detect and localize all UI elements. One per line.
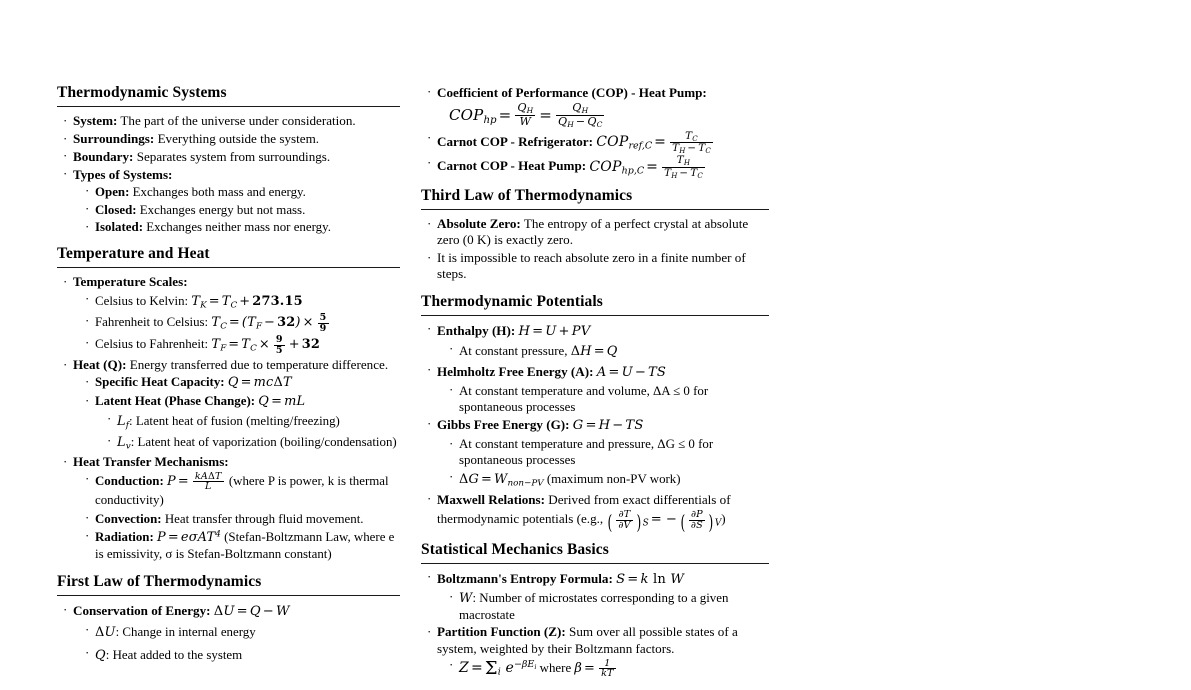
- item-text: Celsius to Fahrenheit:: [95, 337, 209, 352]
- bullet-glyph: ·: [427, 490, 432, 506]
- bullet-glyph: ·: [63, 148, 68, 164]
- item-text: : Number of microstates corresponding to a given macrostate: [459, 590, 729, 622]
- item-label: Carnot COP - Heat Pump:: [437, 158, 587, 174]
- list-item: [107, 412, 400, 432]
- item-label: Carnot COP - Refrigerator:: [437, 133, 593, 149]
- bullet-glyph: ·: [85, 510, 90, 526]
- item-text: At constant temperature and volume, ΔA ≤ 0 for spontaneous processes: [459, 383, 709, 414]
- formula-fahrenheit-to-celsius: $T_C = (T_F - 32)$ × $\frac{5}{9}$: [211, 312, 327, 334]
- item-text: (where P is power, k is thermal conductivity): [95, 473, 389, 508]
- item-text: (Stefan-Boltzmann Law, where e is emissivity, σ is Stefan-Boltzmann constant): [95, 529, 395, 562]
- item-label: Absolute Zero:: [437, 216, 521, 232]
- bullet-glyph: ·: [449, 382, 454, 398]
- item-label: System:: [73, 113, 118, 129]
- bullet-glyph: ·: [85, 218, 90, 234]
- bullet-glyph: ·: [427, 362, 432, 378]
- item-label: Isolated:: [95, 220, 143, 235]
- item-label: Conservation of Energy:: [73, 603, 211, 619]
- list-item: [449, 590, 769, 623]
- section-thermodynamic-systems: [57, 84, 400, 235]
- heading-rule: [57, 267, 400, 268]
- item-label: Surroundings:: [73, 131, 155, 147]
- heading-rule: [421, 563, 769, 564]
- heading-rule: [421, 315, 769, 316]
- bullet-glyph: ·: [63, 601, 68, 617]
- list-item: [85, 335, 400, 355]
- bullet-glyph: ·: [449, 657, 454, 673]
- list-item: [63, 149, 400, 165]
- bullet-glyph: ·: [427, 569, 432, 585]
- item-label: Coefficient of Performance (COP) - Heat Pump:: [437, 85, 707, 100]
- bullet-glyph: ·: [85, 312, 90, 328]
- bullet-glyph: ·: [85, 373, 90, 389]
- list-item: [85, 622, 400, 644]
- heading-rule: [57, 595, 400, 596]
- list-item: [85, 202, 400, 218]
- formula-boltzmann-entropy: S = k ln W: [616, 571, 684, 587]
- list-item: [449, 383, 769, 415]
- bullet-glyph: ·: [427, 321, 432, 337]
- bullet-glyph: ·: [63, 453, 68, 469]
- heading-rule: [57, 106, 400, 107]
- list-item: [427, 131, 769, 154]
- formula-celsius-to-fahrenheit: $T_F = T_C$ × $\frac{9}{5}$ + 32: [211, 334, 321, 356]
- list-item: [427, 322, 769, 361]
- heading-rule: [421, 209, 769, 210]
- section-cop-continued: [421, 84, 769, 179]
- bullet-glyph: ·: [85, 528, 90, 543]
- formula-specific-heat: Q = mcΔT: [227, 375, 292, 391]
- list-item: [63, 454, 400, 563]
- bullet-glyph: ·: [449, 469, 454, 485]
- formula-conduction: P = $\frac{\text{kAΔT}}{L}$: [167, 470, 222, 493]
- formula-carnot-cop-heat-pump: $COP_{hp,C}$ = $\frac{T_H}{T_H - T_C}$: [589, 154, 703, 180]
- bullet-glyph: ·: [63, 166, 68, 182]
- bullet-glyph: ·: [85, 201, 90, 217]
- list-item: [85, 511, 400, 527]
- item-label: Maxwell Relations:: [437, 492, 546, 508]
- item-text: Celsius to Kelvin:: [95, 293, 189, 308]
- bullet-sublist: [85, 472, 400, 563]
- bullet-sublist: [449, 383, 769, 415]
- list-item: [427, 570, 769, 623]
- section-heading: First Law of Thermodynamics: [57, 573, 262, 591]
- list-item: [427, 416, 769, 490]
- section-heading: Statistical Mechanics Basics: [421, 540, 609, 558]
- item-text: The entropy of a perfect crystal at absolute zero (0 K) is exactly zero.: [437, 216, 749, 248]
- bullet-glyph: ·: [85, 471, 90, 487]
- item-text: It is impossible to reach absolute zero in a finite number of steps.: [437, 250, 746, 282]
- item-text: The part of the universe under consideration.: [120, 113, 356, 129]
- bullet-glyph: ·: [85, 334, 90, 350]
- item-label: Gibbs Free Energy (G):: [437, 417, 570, 433]
- section-statistical-mechanics: [421, 541, 769, 680]
- bullet-glyph: ·: [85, 392, 90, 408]
- bullet-glyph: ·: [63, 273, 68, 289]
- symbol-latent-heat-fusion: $L_f$: [117, 413, 130, 431]
- list-item: [63, 167, 400, 235]
- item-label: Heat Transfer Mechanisms:: [73, 454, 229, 470]
- list-item: [63, 357, 400, 453]
- list-item: [85, 184, 400, 200]
- list-item: [449, 342, 769, 362]
- list-item: [85, 292, 400, 312]
- bullet-sublist: [85, 374, 400, 453]
- item-text: : Latent heat of vaporization (boiling/condensation): [130, 435, 397, 450]
- bullet-glyph: ·: [107, 411, 112, 427]
- symbol-q: Q: [95, 648, 106, 664]
- bullet-glyph: ·: [63, 356, 68, 372]
- item-text: Heat transfer through fluid movement.: [164, 511, 364, 526]
- item-label: Closed:: [95, 202, 137, 217]
- list-item: [427, 363, 769, 415]
- list-item: [427, 84, 769, 129]
- bullet-list: [427, 216, 769, 283]
- list-item: [85, 393, 400, 452]
- list-item: [63, 113, 400, 129]
- item-label: Radiation:: [95, 529, 154, 544]
- bullet-list: [63, 113, 400, 235]
- item-label: Convection:: [95, 511, 162, 526]
- list-item: [427, 250, 769, 283]
- bullet-glyph: ·: [427, 130, 432, 146]
- bullet-sublist: [85, 184, 400, 235]
- symbol-delta-u: ΔU: [95, 625, 116, 641]
- item-label: Partition Function (Z):: [437, 624, 566, 640]
- section-temperature-and-heat: [57, 245, 400, 563]
- list-item: [85, 219, 400, 235]
- item-label: Latent Heat (Phase Change):: [95, 394, 256, 409]
- formula-delta-g-work: $\Delta G = W_{non-PV}$: [459, 471, 544, 489]
- formula-helmholtz: A = U − TS: [596, 364, 667, 380]
- section-thermodynamic-potentials: [421, 292, 769, 534]
- formula-radiation: P = eσAT$^4$: [156, 529, 221, 545]
- list-item: [85, 374, 400, 392]
- list-item: [449, 470, 769, 490]
- bullet-list: [427, 84, 769, 179]
- formula-beta: β = $\frac{1}{kT}$: [574, 657, 614, 680]
- formula-delta-h: ΔH = Q: [570, 343, 618, 359]
- formula-gibbs: G = H − TS: [572, 418, 644, 434]
- item-label: Types of Systems:: [73, 166, 173, 182]
- item-label: Helmholtz Free Energy (A):: [437, 363, 594, 379]
- item-text: : Latent heat of fusion (melting/freezing): [129, 413, 340, 428]
- list-item: [427, 216, 769, 249]
- bullet-sublist: [449, 658, 769, 680]
- list-item: [63, 602, 400, 667]
- item-label: Boundary:: [73, 148, 134, 164]
- section-third-law: [421, 187, 769, 283]
- item-text: : Change in internal energy: [115, 625, 256, 640]
- section-heading: Thermodynamic Potentials: [421, 292, 603, 310]
- symbol-latent-heat-vaporization: $L_v$: [117, 435, 131, 452]
- list-item: [63, 274, 400, 355]
- list-item: [85, 313, 400, 333]
- item-text: (maximum non-PV work): [546, 471, 681, 486]
- item-label: Specific Heat Capacity:: [95, 375, 225, 390]
- formula-latent-heat: Q = mL: [258, 394, 306, 410]
- bullet-sublist: [85, 292, 400, 356]
- item-text: Sum over all possible states of a system, weighted by their Boltzmann factors.: [437, 624, 738, 656]
- bullet-glyph: ·: [449, 589, 454, 605]
- item-text: At constant temperature and pressure, ΔG ≤ 0 for spontaneous processes: [459, 437, 714, 468]
- bullet-glyph: ·: [427, 415, 432, 431]
- formula-enthalpy: H = U + PV: [518, 323, 591, 339]
- bullet-glyph: ·: [63, 130, 68, 146]
- bullet-sublist: [107, 412, 400, 453]
- bullet-list: [427, 321, 769, 534]
- formula-carnot-cop-refrigerator: $COP_{ref,C}$ = $\frac{T_C}{T_H - T_C}$: [596, 129, 711, 155]
- bullet-glyph: ·: [85, 291, 90, 307]
- bullet-glyph: ·: [449, 341, 454, 357]
- formula-first-law: ΔU = Q − W: [213, 604, 290, 620]
- list-item: [85, 645, 400, 667]
- bullet-list: [63, 602, 400, 667]
- formula-celsius-to-kelvin: $T_K = T_C + 273.15$: [191, 293, 303, 311]
- bullet-sublist: [449, 342, 769, 362]
- bullet-glyph: ·: [427, 623, 432, 639]
- list-item: [63, 131, 400, 147]
- bullet-list: [427, 570, 769, 680]
- item-text: Everything outside the system.: [157, 131, 320, 147]
- section-heading: Third Law of Thermodynamics: [421, 186, 633, 204]
- item-text: At constant pressure,: [459, 343, 568, 358]
- item-text: Exchanges neither mass nor energy.: [146, 220, 331, 235]
- list-item: [427, 155, 769, 178]
- bullet-glyph: ·: [427, 154, 432, 170]
- item-label: Conduction:: [95, 473, 164, 488]
- item-label: Temperature Scales:: [73, 274, 188, 290]
- bullet-glyph: ·: [63, 112, 68, 128]
- item-text: Exchanges energy but not mass.: [139, 202, 306, 217]
- bullet-glyph: ·: [427, 83, 432, 99]
- column-left: [57, 84, 400, 677]
- symbol-w: W: [459, 590, 473, 606]
- list-item: [107, 433, 400, 453]
- bullet-glyph: ·: [427, 215, 432, 231]
- list-item: [85, 529, 400, 564]
- bullet-glyph: ·: [107, 432, 112, 448]
- bullet-sublist: [449, 436, 769, 490]
- item-text: Exchanges both mass and energy.: [132, 184, 306, 199]
- item-label: Heat (Q):: [73, 357, 127, 373]
- formula-maxwell-relation: ( $\frac{\partial T}{\partial V}$ )$_S$ = − ( $\frac{\partial P}{\partial S}$ )$_V$: [607, 508, 722, 534]
- section-heading: Temperature and Heat: [57, 245, 210, 263]
- item-text: Fahrenheit to Celsius:: [95, 315, 209, 330]
- bullet-glyph: ·: [85, 621, 90, 637]
- list-item: [427, 624, 769, 680]
- item-text: Energy transferred due to temperature difference.: [129, 357, 389, 373]
- formula-partition-function: $Z = \Sigma_i$ $e^{-\beta E_i}$: [459, 657, 537, 679]
- bullet-sublist: [449, 590, 769, 623]
- formula-cop-heat-pump: $COP_{hp}$ = $\frac{Q_H}{W}$ = $\frac{Q_H}{Q_H - Q_C}$: [449, 101, 603, 129]
- item-text: : Heat added to the system: [105, 648, 243, 663]
- list-item: · $Z = \Sigma_i$ $e^{-\beta E_i}$ where β = $\frac{1}{kT}$: [449, 658, 769, 680]
- bullet-sublist: [85, 622, 400, 667]
- list-item: · Maxwell Relations: Derived from exact differentials of thermodynamic potentials (e.g., ( $\frac{\partial T}{\partial V}$ )$_S$ = − ( $\frac{\partial P}{\partial S}$ )$_V$): [427, 490, 731, 534]
- bullet-glyph: ·: [85, 644, 90, 660]
- item-label: Enthalpy (H):: [437, 322, 516, 338]
- bullet-glyph: ·: [427, 249, 432, 265]
- list-item: [449, 436, 769, 468]
- section-first-law: [57, 573, 400, 667]
- list-item: [85, 472, 400, 510]
- section-heading: Thermodynamic Systems: [57, 84, 227, 101]
- item-label: Boltzmann's Entropy Formula:: [437, 570, 613, 586]
- item-text: Separates system from surroundings.: [136, 148, 331, 164]
- item-label: Open:: [95, 184, 130, 199]
- bullet-glyph: ·: [449, 435, 454, 451]
- bullet-list: [63, 274, 400, 563]
- column-right: [421, 84, 769, 690]
- bullet-glyph: ·: [85, 183, 90, 199]
